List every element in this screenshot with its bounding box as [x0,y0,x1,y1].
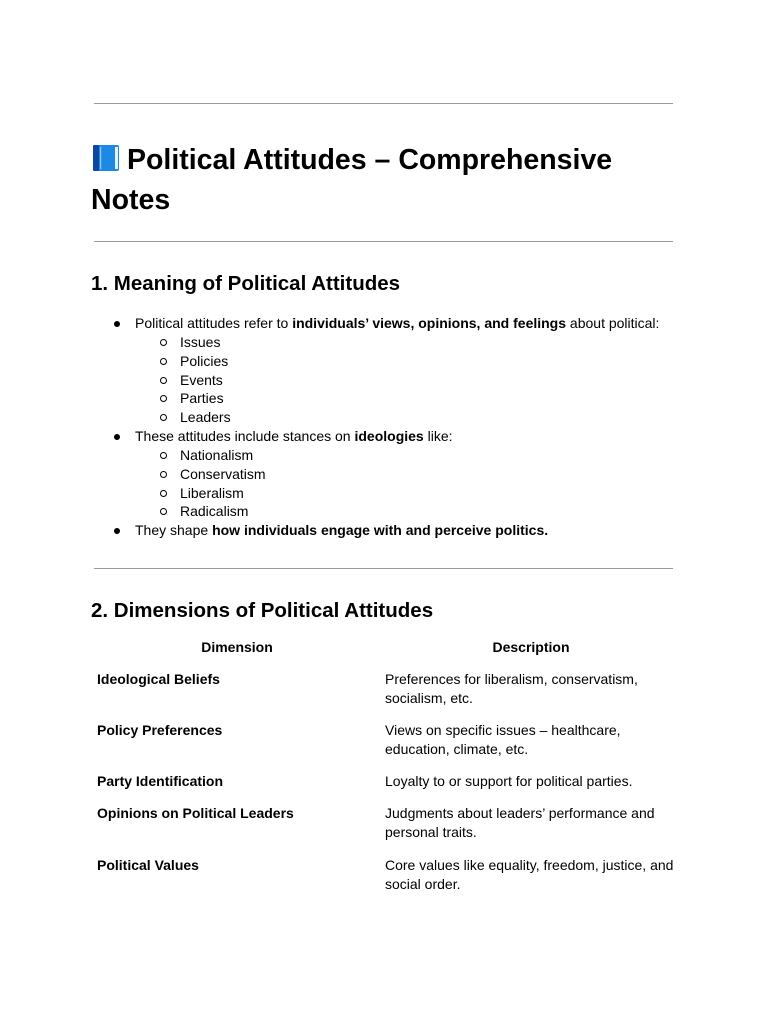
horizontal-rule-top [94,103,673,104]
hollow-bullet-icon [160,339,167,346]
table-cell-dimension: Ideological Beliefs [97,671,220,687]
table-cell-description: Preferences for liberalism, conservatism, socialism, etc. [385,671,638,706]
list-item: These attitudes include stances on ideologies like: Nationalism Conservatism Liberalism Radicalism [0,427,659,521]
bullet-icon [114,434,120,440]
sub-list-item: Leaders [135,408,659,427]
hollow-bullet-icon [160,471,167,478]
hollow-bullet-icon [160,358,167,365]
table-row [91,772,681,804]
blue-book-icon [91,143,121,173]
sub-list-item: Liberalism [135,484,659,503]
hollow-bullet-icon [160,377,167,384]
horizontal-rule-after-title [94,241,673,242]
sub-list-item: Nationalism [135,446,659,465]
section-heading-dimensions: 2. Dimensions of Political Attitudes [91,599,434,622]
sub-list-item: Events [135,371,659,390]
table-row [91,721,681,772]
table-cell-description: Loyalty to or support for political parties. [385,773,633,789]
sub-list-item: Issues [135,333,659,352]
table-row [91,804,681,856]
table-cell-description: Core values like equality, freedom, justice, and social order. [385,857,674,892]
hollow-bullet-icon [160,395,167,402]
table-header-row [91,637,681,670]
sub-list-item: Parties [135,389,659,408]
sub-list-item: Policies [135,352,659,371]
hollow-bullet-icon [160,490,167,497]
table-cell-description: Views on specific issues – healthcare, education, climate, etc. [385,722,621,757]
list-item: They shape how individuals engage with and perceive politics. [0,521,659,540]
horizontal-rule-section [94,568,673,569]
sub-list-item: Conservatism [135,465,659,484]
table-cell-description: Judgments about leaders’ performance and personal traits. [385,805,655,840]
meaning-bullet-list [0,314,659,540]
hollow-bullet-icon [160,452,167,459]
sub-list-item: Radicalism [135,502,659,521]
document-title [91,140,691,220]
table-cell-dimension: Policy Preferences [97,722,223,738]
sub-list [135,446,659,521]
column-header-dimension: Dimension [201,639,273,655]
table-row [91,670,681,721]
table-cell-dimension: Political Values [97,857,199,873]
sub-list [135,333,659,427]
bullet-icon [114,528,120,534]
bullet-icon [114,321,120,327]
hollow-bullet-icon [160,508,167,515]
table-cell-dimension: Opinions on Political Leaders [97,805,294,821]
dimensions-table [91,637,681,896]
table-cell-dimension: Party Identification [97,773,224,789]
document-title-text: Political Attitudes – Comprehensive Notes [91,144,613,216]
hollow-bullet-icon [160,414,167,421]
column-header-description: Description [492,639,570,655]
section-heading-meaning: 1. Meaning of Political Attitudes [91,272,401,295]
list-item: Political attitudes refer to individuals’ views, opinions, and feelings about political: Issues Policies Events Parties Leaders [0,314,659,427]
table-row [91,856,681,896]
